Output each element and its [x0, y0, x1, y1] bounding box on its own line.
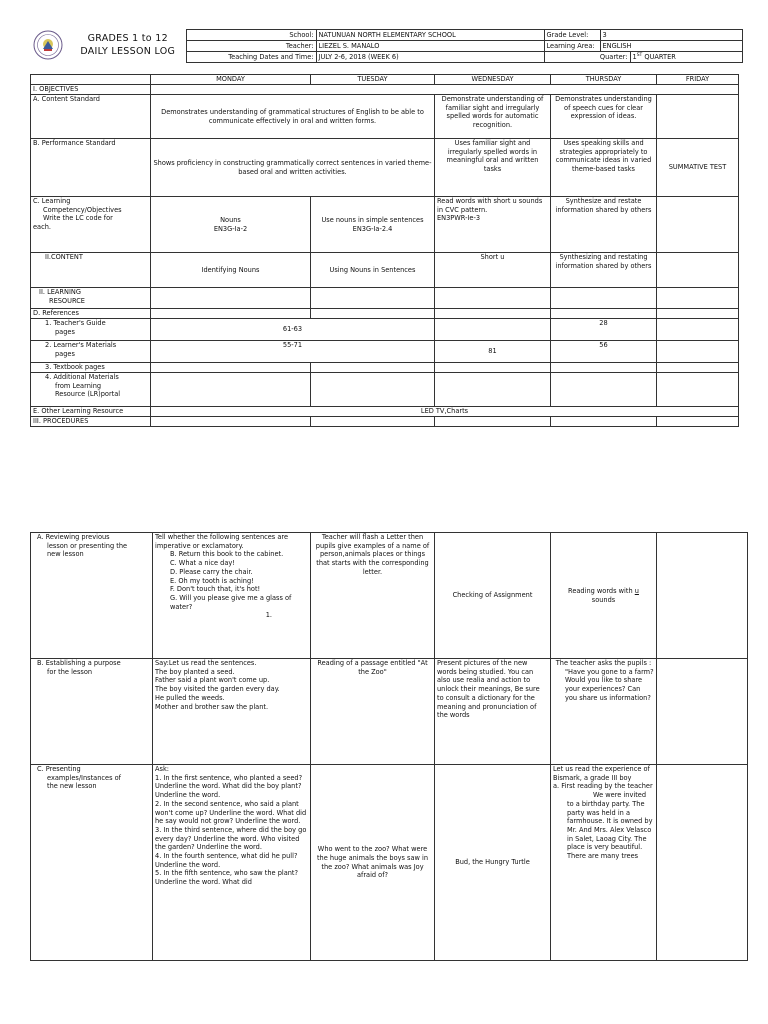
- c-wednesday: Bud, the Hungry Turtle: [435, 765, 551, 961]
- content-standard-mt: Demonstrates understanding of grammatical structures of English to be able to communicate effectively in oral and written forms.: [151, 95, 435, 139]
- content-standard-label: A. Content Standard: [31, 95, 151, 139]
- b-tuesday: Reading of a passage entitled "At the Zoo": [311, 659, 435, 765]
- area-value: ENGLISH: [600, 41, 742, 52]
- a-monday: Tell whether the following sentences are imperative or exclamatory. B. Return this book to the cabinet. C. What a nice day! D. Please carry the chair. E. Oh my tooth is aching! F. Don't touch that, it's hot! G. Will you please give me a glass of water? 1.: [153, 533, 311, 659]
- content-wednesday: Short u: [435, 253, 551, 288]
- b-thursday: The teacher asks the pupils : "Have you gone to a farm? Would you like to share your experiences? Can you share us information?: [551, 659, 657, 765]
- b-monday: Say:Let us read the sentences. The boy planted a seed. Father said a plant won't come up. The boy visited the garden every day. He pulled the weeds. Mother and brother saw the plant.: [153, 659, 311, 765]
- title-cell: [30, 30, 186, 63]
- procedures-table: [30, 532, 748, 961]
- competency-monday: Nouns EN3G-Ia-2: [151, 197, 311, 253]
- lm-th: 56: [551, 341, 657, 363]
- b-wednesday: Present pictures of the new words being studied. You can also use realia and action to unlock their meanings, Be sure to consult a dictionary for the meaning and pronunciation of the words: [435, 659, 551, 765]
- area-label: Learning Area:: [544, 41, 600, 52]
- performance-label: B. Performance Standard: [31, 139, 151, 197]
- objectives-table: [30, 74, 739, 427]
- olr-label: E. Other Learning Resource: [31, 407, 151, 417]
- competency-tuesday: Use nouns in simple sentences EN3G-Ia-2.4: [311, 197, 435, 253]
- day-tuesday: TUESDAY: [311, 75, 435, 85]
- content-standard-w: Demonstrate understanding of familiar sight and irregularly spelled words for automatic recognition.: [435, 95, 551, 139]
- dates-value: JULY 2-6, 2018 (WEEK 6): [316, 52, 544, 63]
- teacher-value: LIEZEL S. MANALO: [316, 41, 544, 52]
- a-label: A. Reviewing previous lesson or presenting the new lesson: [31, 533, 153, 659]
- quarter-label: Quarter:: [544, 52, 630, 63]
- resources-label: II. LEARNING RESOURCE: [31, 288, 151, 309]
- content-tuesday: Using Nouns in Sentences: [311, 253, 435, 288]
- quarter-value: 1ST QUARTER: [630, 52, 742, 63]
- teacher-label: Teacher:: [186, 41, 316, 52]
- a-thursday: Reading words with u sounds: [551, 533, 657, 659]
- content-label: II.CONTENT: [31, 253, 151, 288]
- competency-wednesday: Read words with short u sounds in CVC pattern. EN3PWR-Ie-3: [435, 197, 551, 253]
- c-monday: Ask: 1. In the first sentence, who planted a seed? Underline the word. What did the boy plant? Underline the word. 2. In the second sentence, who said a plant won't come up? Underline the word. What did he say would not grow? Underline the word. 3. In the third sentence, where did the boy go every day? Underline the word. Who visited the garden? Underline the word. 4. In the fourth sentence, what did he pull? Underline the word. 5. In the fifth sentence, who saw the plant? Underline the word. What did: [153, 765, 311, 961]
- objectives-heading: I. OBJECTIVES: [31, 85, 151, 95]
- b-label: B. Establishing a purpose for the lesson: [31, 659, 153, 765]
- lm-mt: 55-71: [151, 341, 435, 363]
- tg-th: 28: [551, 319, 657, 341]
- tg-label: 1. Teacher's Guide pages: [31, 319, 151, 341]
- c-tuesday: Who went to the zoo? What were the huge animals the boys saw in the zoo? What animals was Joy afraid of?: [311, 765, 435, 961]
- performance-th: Uses speaking skills and strategies appropriately to communicate ideas in varied theme-based tasks: [551, 139, 657, 197]
- grade-value: 3: [600, 30, 742, 41]
- lm-w: 81: [435, 341, 551, 363]
- am-label: 4. Additional Materials from Learning Resource (LR)portal: [31, 373, 151, 407]
- dates-label: Teaching Dates and Time:: [186, 52, 316, 63]
- olr-value: LED TV,Charts: [151, 407, 739, 417]
- lm-label: 2. Learner's Materials pages: [31, 341, 151, 363]
- c-label: C. Presenting examples/Instances of the new lesson: [31, 765, 153, 961]
- procedures-label: III. PROCEDURES: [31, 417, 151, 427]
- grade-label: Grade Level:: [544, 30, 600, 41]
- c-thursday: Let us read the experience of Bismark, a grade III boy a. First reading by the teacher We were invited to a birthday party. The party was held in a farmhouse. It is owned by Mr. And Mrs. Alex Velasco in Salet, Laoag City. The place is very beautiful. There are many trees: [551, 765, 657, 961]
- references-label: D. References: [31, 309, 151, 319]
- title-line1: GRADES 1 to 12: [87, 33, 168, 45]
- day-wednesday: WEDNESDAY: [435, 75, 551, 85]
- school-value: NATUNUAN NORTH ELEMENTARY SCHOOL: [316, 30, 544, 41]
- content-thursday: Synthesizing and restating information shared by others: [551, 253, 657, 288]
- day-thursday: THURSDAY: [551, 75, 657, 85]
- a-tuesday: Teacher will flash a Letter then pupils give examples of a name of person,animals places or things that starts with the corresponding letter.: [311, 533, 435, 659]
- performance-mt: Shows proficiency in constructing grammatically correct sentences in varied theme-based oral and written activities.: [151, 139, 435, 197]
- school-label: School:: [186, 30, 316, 41]
- tb-label: 3. Textbook pages: [31, 363, 151, 373]
- tg-mt: 61-63: [151, 319, 435, 341]
- competency-label: C. Learning Competency/Objectives Write the LC code for each.: [31, 197, 151, 253]
- competency-thursday: Synthesize and restate information shared by others: [551, 197, 657, 253]
- performance-w: Uses familiar sight and irregularly spelled words in meaningful oral and written tasks: [435, 139, 551, 197]
- content-monday: Identifying Nouns: [151, 253, 311, 288]
- a-wednesday: Checking of Assignment: [435, 533, 551, 659]
- header-table: [30, 29, 743, 63]
- day-monday: MONDAY: [151, 75, 311, 85]
- content-standard-th: Demonstrates understanding of speech cues for clear expression of ideas.: [551, 95, 657, 139]
- performance-friday: SUMMATIVE TEST: [657, 139, 739, 197]
- day-friday: FRIDAY: [657, 75, 739, 85]
- title-line2: DAILY LESSON LOG: [80, 46, 176, 57]
- day-header-row: [31, 75, 739, 85]
